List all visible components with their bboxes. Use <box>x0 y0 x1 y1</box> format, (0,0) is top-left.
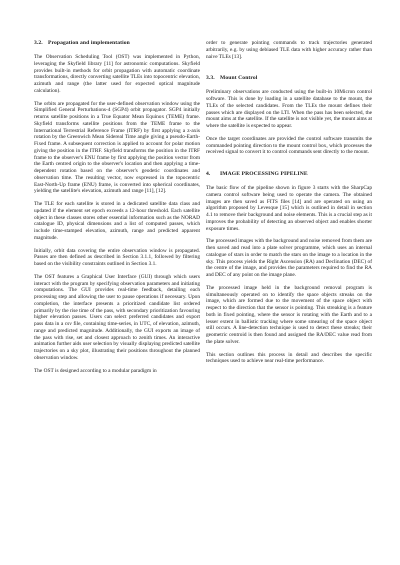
section-heading-mount-control <box>206 75 372 82</box>
paragraph: The TLE for each satellite is stored in a dedicated satellite data class and updated if the element set epoch exceeds a 12-hour threshold. Each satellite object in these classes stores other essential information such as the NORAD catalogue ID, physical dimensions and a list of computed passes, which include time-stamped elevation, azimuth, range and predicted apparent magnitude. <box>34 201 200 241</box>
section-title: Mount Control <box>220 75 258 82</box>
paragraph: Initially, orbit data covering the entire observation window is propagated. Passes are then defined as described in Section 3.1.1, followed by filtering based on the visibility constraints outlined in Section 3.1. <box>34 247 200 267</box>
paragraph: The basic flow of the pipeline shown in figure 3 starts with the SharpCap camera control software being used to operate the camera. The obtained images are then saved as FITS files [14] and are operated on using an algorithm proposed by Levesque [15] which is outlined in detail in section 4.1 to remove their background and noise elements. This is a crucial step as it improves the probability of detecting an observed object and enables shorter exposure times. <box>206 185 372 232</box>
paragraph: The orbits are propagated for the user-defined observation window using the Simplified General Perturbations-4 (SGP4) orbit propagator. SGP4 initially returns satellite positions in a True Equator Mean Equinox (TEME) frame. Skyfield transforms satellite positions from the TEME frame to the International Terrestrial Reference Frame (ITRF) by first applying a z-axis rotation by the Greenwich Mean Sidereal Time angle giving a pseudo-Earth-Fixed frame. A subsequent correction is applied to account for polar motion giving the position in the ITRF. Skyfield transforms the position in the ITRF frame to the observer's ENU frame by first applying the position vector from the Earth centred origin to the observer's location and then applying a time-dependent rotation based on the observer's geodetic coordinates and observation time. The resulting vector, now expressed in the topocentric East-North-Up frame (ENU) frame, is converted into spherical coordinates, yielding the satellite's elevation, azimuth and range [11], [12]. <box>34 100 200 195</box>
section-number: 4. <box>206 171 211 177</box>
section-title: IMAGE PROCESSING PIPELINE <box>220 171 308 177</box>
paragraph: The OST features a Graphical User Interface (GUI) through which users interact with the program by specifying observation parameters and initiating computations. The GUI provides real-time feedback, detailing each processing step and allowing the user to pause operations if necessary. Upon completion, the interface presents a prioritized candidate list ordered primarily by the rise time of the pass, with secondary prioritization favouring higher elevation passes. Users can select preferred candidates and export pass data in a csv file, containing time-series, in UTC, of elevation, azimuth, range and predicted magnitude. Additionally, the GUI exports an image of the pass with rise, set and closest approach to zenith times. An interactive animation further aids user selection by visually displaying predicted satellite trajectories on a sky plot, illustrating their positions throughout the planned observation window. <box>34 273 200 361</box>
paragraph: The Observation Scheduling Tool (OST) was implemented in Python, leveraging the Skyfield library [11] for astronomic computations. Skyfield provides built-in methods for orbit propagation with automatic coordinate transformations, directly converting satellite TLEs into topocentric elevation, azimuth and range (the latter used for expected optical magnitude calculation). <box>34 54 200 94</box>
section-heading-image-processing <box>206 171 372 178</box>
paragraph: Preliminary observations are conducted using the built-in 10Micron control software. This is done by loading in a satellite database to the mount, the TLEs of the selected candidates. From the TLEs the mount defines their passes which are displayed on the LTI. When the pass has been selected, the mount aims at the satellite. If the satellite is not visible yet, the mount aims at where the satellite is expected to appear. <box>206 89 372 129</box>
paragraph: This section outlines this process in detail and describes the specific techniques used to achieve near real-time performance. <box>206 351 372 365</box>
paragraph: order to generate pointing commands to track trajectories generated arbitrarily, e.g. by using debiased TLE data with higher accuracy rather than naive TLEs [13]. <box>206 40 372 60</box>
right-column <box>206 40 372 371</box>
paragraph: Once the target coordinates are provided the control software transmits the commanded pointing direction to the mount control box, which processes the received signal to convert it to control commands sent directly to the mount. <box>206 135 372 156</box>
paragraph: The processed image held in the background removal program is simultaneously operated on to identify the space objects streaks on the image, which are formed due to the movement of the space object with respect to the direction that the sensor is pointing. This streaking is a feature both in fixed pointing, where the sensor is rotating with the Earth and to a lesser extent in ballistic tracking where some smearing of the space object still occurs. A line-detection technique is used to detect these streaks; their geometric centroid is then found and assigned the RA/DEC value read from the plate solver. <box>206 284 372 345</box>
section-title: Propagation and implementation <box>48 40 130 46</box>
section-number: 3.2. <box>34 40 43 46</box>
section-number: 3.3. <box>206 75 215 82</box>
paragraph: The OST is designed according to a modular paradigm in <box>34 367 157 374</box>
paragraph: The processed images with the background and noise removed from them are then saved and read into a plate solver programme, which uses an internal catalogue of stars in order to match the stars on the image to a location in the sky. This process yields the Right Ascension (RA) and Declination (DEC) of the centre of the image, and provides the parameters required to find the RA and DEC of any point on the image plane. <box>206 238 372 278</box>
section-heading-propagation <box>34 40 200 47</box>
left-column <box>34 40 200 380</box>
